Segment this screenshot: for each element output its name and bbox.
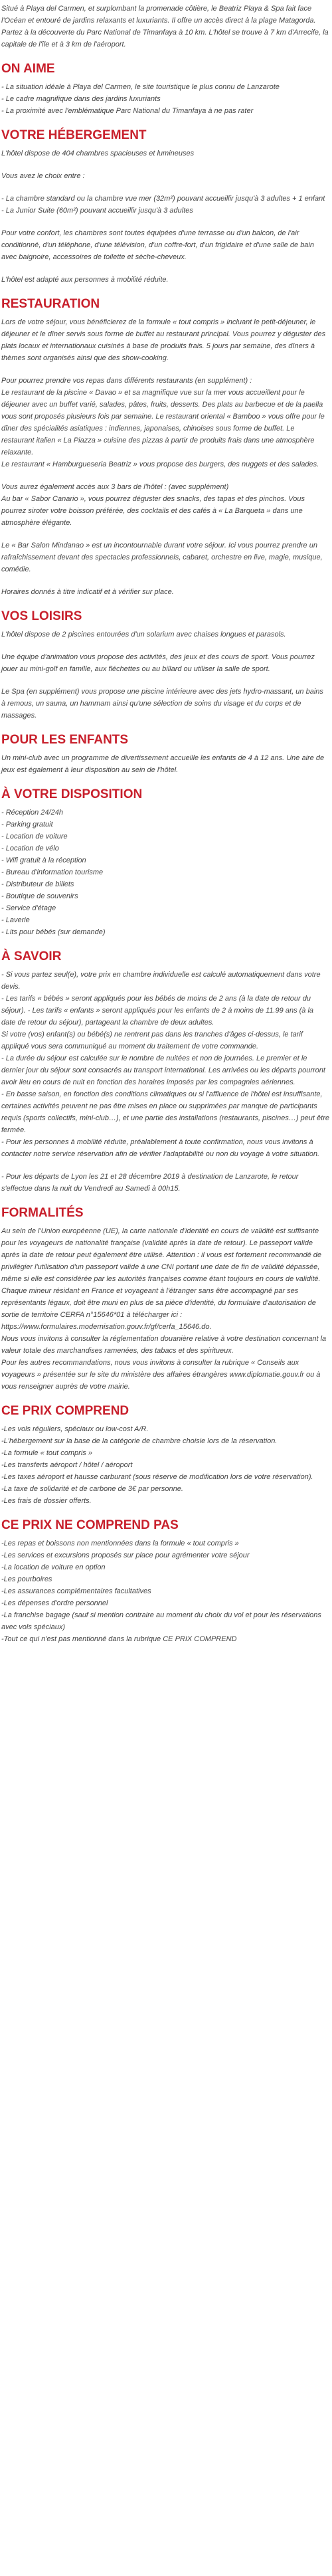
section-vos-loisirs [1, 609, 329, 722]
section-heading: CE PRIX NE COMPREND PAS [1, 1518, 179, 1532]
section-paragraph: Horaires donnés à titre indicatif et à vérifier sur place. [1, 588, 174, 596]
section-paragraph: -Les repas et boissons non mentionnées dans la formule « tout compris » -Les services et excursions proposés sur place pour agrémenter votre séjour -La location de voiture en option -Les pourboires -Les assurances complémentaires facultatives -Les dépenses d'ordre personnel -La franchise bagage (sauf si mention contraire au moment du choix du vol et pour les réservations avec vols spéciaux) -Tout ce qui n'est pas mentionné dans la rubrique CE PRIX COMPREND [1, 1539, 321, 1643]
section-votre-hebergement [1, 128, 329, 286]
section-paragraph: - La chambre standard ou la chambre vue mer (32m²) pouvant accueillir jusqu'à 3 adultes + 1 enfant - La Junior Suite (60m²) pouvant accueillir jusqu'à 3 adultes [1, 195, 325, 215]
section-paragraph: Un mini-club avec un programme de divertissement accueille les enfants de 4 à 12 ans. Une aire de jeux est également à leur disposition au sein de l'hôtel. [1, 754, 325, 774]
section-pour-les-enfants [1, 732, 329, 776]
section-restauration [1, 296, 329, 598]
section-heading: À VOTRE DISPOSITION [1, 787, 143, 801]
section-heading: RESTAURATION [1, 297, 100, 311]
section-paragraph: L'hôtel dispose de 404 chambres spacieuses et lumineuses [1, 149, 195, 157]
section-paragraph: Vous avez le choix entre : [1, 172, 85, 180]
section-formalites [1, 1205, 329, 1393]
section-paragraph: L'hôtel est adapté aux personnes à mobilité réduite. [1, 276, 169, 284]
section-a-savoir [1, 949, 329, 1195]
section-paragraph: Pour pourrez prendre vos repas dans différents restaurants (en supplément) : Le restaurant de la piscine « Davao » et sa magnifique vue sur la mer vous accueillent pour le déjeuner avec un buffet varié, salades, pâtes, fruits, desserts. Des plats au barbecue et de la paella vous sont proposés plusieurs fois par semaine. Le restaurant oriental « Bamboo » vous offre pour le dîner des spécialités asiatiques : indiennes, japonaises, chinoises sous forme de buffet. Le restaurant italien « La Piazza » cuisine des pizzas à partir de produits frais dans une atmosphère relaxante. Le restaurant « Hamburgueseria Beatriz » vous propose des burgers, des nuggets et des salades. [1, 377, 325, 468]
sections-container [1, 61, 329, 1645]
section-paragraph: - Réception 24/24h - Parking gratuit - Location de voiture - Location de vélo - Wifi gratuit à la réception - Bureau d'information tourisme - Distributeur de billets - Boutique de souvenirs - Service d'étage - Laverie - Lits pour bébés (sur demande) [1, 809, 106, 936]
section-paragraph: Au sein de l'Union européenne (UE), la carte nationale d'identité en cours de validité est suffisante pour les voyageurs de nationalité française (validité après la date de retour). Le passeport valide après la date de retour peut également être utilisé. Attention : il vous est fortement recommandé de privilégier l'utilisation d'un passeport valide à une CNI portant une date de fin de validité dépassée, même si elle est considérée par les autorités françaises comme étant toujours en cours de validité. Chaque mineur résidant en France et voyageant à l'étranger sans être accompagné par ses représentants légaux, doit être muni en plus de sa pièce d'identité, du formulaire d'autorisation de sortie de territoire CERFA n°15646*01 à télécharger ici : https://www.formulaires.modernisation.gouv.fr/gf/cerfa_15646.do. Nous vous invitons à consulter la réglementation douanière relative à votre destination concernant la valeur totale des marchandises ramenées, des tabacs et des spiritueux. Pour les autres recommandations, nous vous invitons à consulter la rubrique « Conseils aux voyageurs » présentée sur le site du ministère des affaires étrangères www.diplomatie.gouv.fr ou à vous renseigner auprès de votre mairie. [1, 1227, 327, 1391]
section-heading: VOS LOISIRS [1, 609, 82, 623]
section-paragraph: Pour votre confort, les chambres sont toutes équipées d'une terrasse ou d'un balcon, de l'air conditionné, d'un téléphone, d'une télévision, d'un coffre-fort, d'un frigidaire et d'une salle de bain avec baignoire, accessoires de toilette et sèche-cheveux. [1, 229, 314, 261]
section-paragraph: - La situation idéale à Playa del Carmen, le site touristique le plus connu de Lanzarote - Le cadre magnifique dans des jardins luxuriants - La proximité avec l'emblématique Parc National du Timanfaya à ne pas rater [1, 83, 280, 115]
section-paragraph: - Si vous partez seul(e), votre prix en chambre individuelle est calculé automatiquement dans votre devis. - Les tarifs « bébés » seront appliqués pour les bébés de moins de 2 ans (à la date de retour du séjour). - Les tarifs « enfants » seront appliqués pour les enfants de 2 à moins de 11.99 ans (à la date de retour du séjour), partageant la chambre de deux adultes. Si votre (vos) enfant(s) ou bébé(s) ne rentrent pas dans les tranches d'âges ci-dessus, le tarif appliqué vous sera communiqué au moment du traitement de votre commande. - La durée du séjour est calculée sur le nombre de nuitées et non de journées. Le premier et le dernier jour du séjour sont consacrés au transport international. Les arrivées ou les départs pourront avoir lieu en cours de nuit en fonction des horaires imposés par les compagnies aériennes. - En basse saison, en fonction des conditions climatiques ou si l'affluence de l'hôtel est insuffisante, certaines activités peuvent ne pas être mises en place ou supprimées par manque de participants requis (sports collectifs, mini-club…), et une partie des installations (restaurants, piscines…) peut être fermée. - Pour les personnes à mobilité réduite, préalablement à toute confirmation, nous vous invitons à contacter notre service réservation afin de vérifier l'adaptabilité ou non du voyage à votre situation. [1, 971, 329, 1158]
section-paragraph: Le Spa (en supplément) vous propose une piscine intérieure avec des jets hydro-massant, un bains à remous, un sauna, un hammam ainsi qu'une sélection de soins du visage et du corps et de massages. [1, 688, 323, 720]
section-paragraph: -Les vols réguliers, spéciaux ou low-cost A/R. -L'hébergement sur la base de la catégorie de chambre choisie lors de la réservation. -La formule « tout compris » -Les transferts aéroport / hôtel / aéroport -Les taxes aéroport et hausse carburant (sous réserve de modification lors de votre réservation). -La taxe de solidarité et de carbone de 3€ par personne. -Les frais de dossier offerts. [1, 1425, 313, 1505]
section-paragraph: L'hôtel dispose de 2 piscines entourées d'un solarium avec chaises longues et parasols. [1, 631, 286, 639]
section-ce-prix-ne-comprend-pas [1, 1518, 329, 1645]
section-a-votre-disposition [1, 787, 329, 938]
intro-paragraph: Situé à Playa del Carmen, et surplombant la promenade côtière, le Beatriz Playa & Spa fait face l'Océan et entouré de jardins relaxants et luxuriants. Il offre un accès direct à la plage Matagorda. Partez à la découverte du Parc National de Timanfaya à 10 km. L'hôtel se trouve à 7 km d'Arrecife, la capitale de l'île et à 3 km de l'aéroport. [1, 5, 329, 49]
section-paragraph: - Pour les départs de Lyon les 21 et 28 décembre 2019 à destination de Lanzarote, le retour s'effectue dans la nuit du Vendredi au Samedi à 00h15. [1, 1173, 299, 1193]
section-paragraph: Une équipe d'animation vous propose des activités, des jeux et des cours de sport. Vous pourrez jouer au mini-golf en famille, aux fléchettes ou au billard ou utiliser la salle de sport. [1, 653, 315, 673]
section-heading: VOTRE HÉBERGEMENT [1, 128, 147, 142]
section-heading: FORMALITÉS [1, 1206, 84, 1220]
section-heading: CE PRIX COMPREND [1, 1404, 129, 1418]
section-heading: À SAVOIR [1, 949, 62, 963]
section-paragraph: Vous aurez également accès aux 3 bars de l'hôtel : (avec supplément) Au bar « Sabor Canario », vous pourrez déguster des snacks, des tapas et des pinchos. Vous pourrez siroter votre boisson préférée, des cocktails et des cafés à « La Barqueta » dans une atmosphère élégante. [1, 483, 305, 527]
section-on-aime [1, 61, 329, 117]
section-paragraph: Le « Bar Salon Mindanao » est un incontournable durant votre séjour. Ici vous pourrez prendre un rafraîchissement devant des spectacles professionnels, cabaret, orchestre en live, magie, musique, comédie. [1, 542, 323, 573]
section-heading: ON AIME [1, 62, 55, 76]
section-heading: POUR LES ENFANTS [1, 733, 129, 747]
section-ce-prix-comprend [1, 1403, 329, 1507]
section-paragraph: Lors de votre séjour, vous bénéficierez de la formule « tout compris » incluant le petit-déjeuner, le déjeuner et le dîner servis sous forme de buffet au restaurant principal. Vous pourrez y déguster des plats locaux et internationaux cuisinés à base de produits frais. 5 jours par semaine, des dîners à thèmes sont organisés ainsi que des show-cooking. [1, 318, 326, 362]
